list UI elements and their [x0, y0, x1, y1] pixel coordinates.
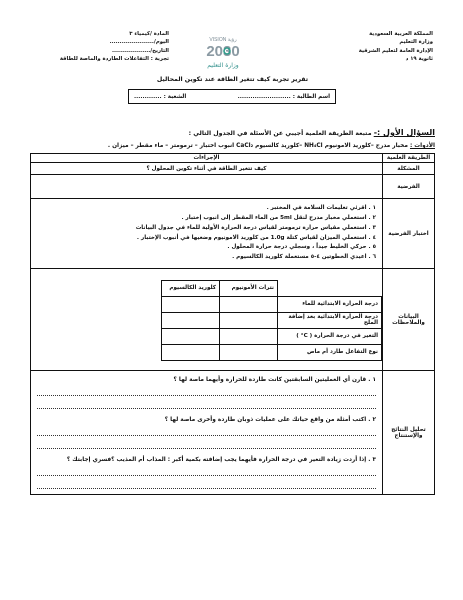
row-reaction-type: نوع التفاعل طارد أم ماص	[278, 344, 382, 360]
answer-line[interactable]	[37, 467, 376, 476]
question-one	[15, 128, 435, 137]
procedure-step: ٢ . استعملي مخبار مدرج لنقل 5ml من الماء المقطر إلى انبوب إختبار .	[181, 214, 376, 221]
data-cell[interactable]	[220, 344, 278, 360]
data-cell[interactable]	[162, 296, 220, 312]
logo-ministry-text: وزارة التعليم	[207, 62, 239, 69]
data-table-cell	[31, 269, 383, 371]
question-one-head: السؤال الأول :-	[373, 128, 435, 137]
logo-year-text: 2030	[206, 43, 240, 60]
test-hypothesis-label: اختبار الفرضية	[383, 199, 435, 269]
hypothesis-answer-cell[interactable]	[31, 175, 383, 199]
header-subject: المادة /كيمياء ٣	[129, 31, 169, 37]
scientific-method-table	[30, 153, 435, 495]
answer-line[interactable]	[37, 400, 376, 409]
procedure-step: ٥ . حركي الخليط جيداً ، وسجلي درجة حرارة المحلول .	[227, 244, 376, 251]
procedures-header: الإجراءات	[31, 154, 383, 163]
header-experiment: تجربة : التفاعلات الطاردة والماصة للطاقة	[59, 55, 169, 62]
data-cell[interactable]	[162, 344, 220, 360]
student-section-field[interactable]: الشعبة : .............	[134, 93, 187, 100]
tools-label: الأدوات :	[409, 143, 435, 149]
vision-2030-logo	[188, 32, 258, 72]
answer-line[interactable]	[37, 387, 376, 396]
procedure-step: ٦ . اعيدي الخطوتين ٤-٥ مستعملة كلوريد الكالسيوم .	[232, 254, 376, 261]
tools-text: مخبار مدرج –كلوريد الامونيوم NH₄Cl –كلوريد كالسيوم CaCl₂ انبوب اختبار – ترمومتر – ماء مقطر – ميزان .	[107, 143, 408, 149]
col-ammonium-nitrate: نترات الأمونيوم	[220, 280, 278, 296]
analysis-label: تحليل النتائج والإستنتاج	[383, 371, 435, 495]
procedure-step: ٣ . استعملي مقياس حرارة ترمومتر لقياس درجة الحرارة الأولية للماء في جدول البيانات	[135, 224, 376, 231]
data-table	[161, 280, 382, 361]
student-info-box	[128, 89, 336, 104]
data-cell[interactable]	[162, 312, 220, 328]
col-calcium-chloride: كلوريد الكالسيوم	[162, 280, 220, 296]
analysis-question: ٢ . اكتب أمثلة من واقع حياتك على عمليات ذوبان طاردة وأخرى ماصة لها ؟	[164, 416, 376, 423]
header-date: التاريخ/...................	[112, 47, 169, 54]
data-table-corner	[278, 280, 382, 296]
data-cell[interactable]	[220, 296, 278, 312]
hypothesis-label: الفرضية	[383, 175, 435, 199]
analysis-cell	[31, 371, 383, 495]
logo-vision-text: VISION رؤية	[209, 37, 237, 43]
data-cell[interactable]	[220, 328, 278, 344]
header-left	[14, 30, 169, 63]
header-right	[323, 30, 433, 63]
sci-method-header: الطريقة العلمية	[383, 154, 435, 163]
row-temp-change: التغير في درجة الحرارة ( C° )	[278, 328, 382, 344]
procedure-step: ٤ . استعملي الميزان لقياس كتلة 1.0g من كلوريد الامونيوم وضعيها في أنبوب الإختبار .	[136, 234, 376, 241]
problem-text: كيف تتغير الطاقة في أثناء تكوين المحلول ؟	[31, 163, 383, 175]
row-temp-after-salt: درجة الحرارة الابتدائية بعد إضافة الملح	[278, 312, 382, 328]
analysis-question: ١ . قارن أي العمليتين السابقتين كانت طاردة للحرارة وأيهما ماصة لها ؟	[173, 376, 376, 383]
header-day: اليوم/......................	[109, 39, 169, 46]
analysis-question: ٣ . إذا أردت زيادة التغير في درجة الحرارة فأيهما يجب إضافته بكمية أكبر : المذاب أم المذيب ؟فسري إجابتك ؟	[66, 456, 376, 463]
tools-line	[15, 143, 435, 149]
question-one-text: متبعة الطريقة العلمية أجيبي عن الأسئلة في الجدول التالي :	[188, 130, 372, 137]
header-country: المملكة العربية السعودية	[369, 31, 433, 37]
data-observations-label: البيانات والملاحظات	[383, 269, 435, 371]
data-cell[interactable]	[162, 328, 220, 344]
answer-line[interactable]	[37, 427, 376, 436]
header-ministry: وزارة التعليم	[399, 39, 433, 46]
problem-label: المشكلة	[383, 163, 435, 175]
procedure-step: ١ . اقرئي تعليمات السلامة في المختبر .	[266, 205, 376, 212]
report-title: تقرير تجربة كيف تتغير الطاقة عند تكوين المحاليل	[156, 76, 309, 83]
row-initial-water-temp: درجة الحرارة الابتدائية للماء	[278, 296, 382, 312]
student-name-field[interactable]: اسم الطالبة : .........................	[237, 93, 330, 100]
header-directorate: الإدارة العامة لتعليم الشرقية	[358, 47, 433, 54]
data-cell[interactable]	[220, 312, 278, 328]
procedure-steps	[31, 199, 383, 269]
header-school: ثانوية ١٩ د	[405, 55, 433, 62]
answer-line[interactable]	[37, 440, 376, 449]
answer-line[interactable]	[37, 480, 376, 489]
